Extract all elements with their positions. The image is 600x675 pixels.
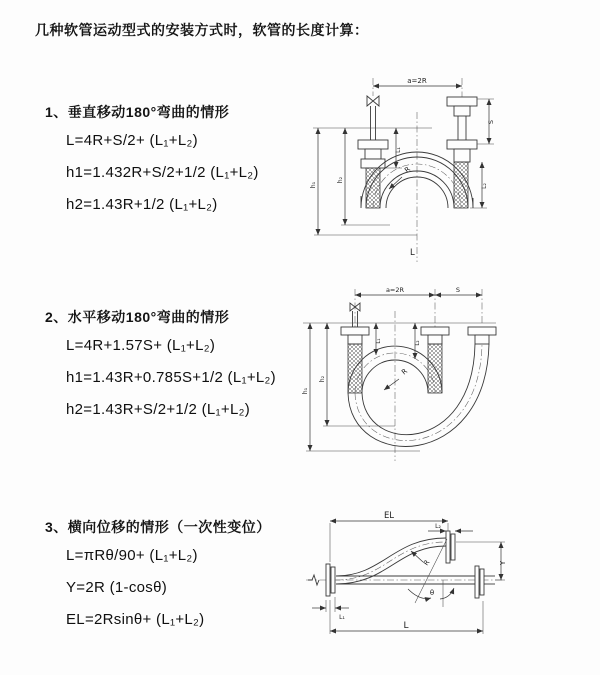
pipe-fitting-middle bbox=[421, 327, 449, 393]
formula-line: Y=2R (1-cosθ) bbox=[66, 579, 168, 596]
valve-icon bbox=[367, 96, 379, 106]
dim-label-r: R bbox=[403, 165, 413, 175]
angle-arc bbox=[440, 588, 454, 599]
dim-label-s: S bbox=[487, 119, 495, 125]
dim-label-l2: L₂ bbox=[481, 183, 488, 189]
diagram-vertical-180 bbox=[310, 70, 600, 265]
dim-label-l2: L₂ bbox=[415, 340, 421, 346]
diagram-horizontal-180 bbox=[300, 283, 600, 468]
pipe-fitting-left bbox=[341, 327, 369, 393]
dim-label-l: L bbox=[410, 248, 415, 258]
dim-label-l: L bbox=[403, 621, 409, 631]
formula-line: h1=1.432R+S/2+1/2 (L₁+L₂) bbox=[66, 164, 259, 181]
formula-line: L=πRθ/90+ (L₁+L₂) bbox=[66, 547, 198, 564]
dim-label-el: EL bbox=[383, 511, 395, 521]
pipe-break-symbol bbox=[308, 575, 319, 585]
dim-label-a2r: a=2R bbox=[385, 286, 405, 294]
dim-label-r: R bbox=[400, 367, 410, 377]
hose-u-bend-displaced bbox=[348, 344, 489, 446]
formula-line: h2=1.43R+1/2 (L₁+L₂) bbox=[66, 196, 218, 213]
dim-label-l2: L₂ bbox=[435, 523, 441, 530]
section-heading-3: 3、横向位移的情形（一次性变位） bbox=[45, 519, 271, 535]
dim-label-a2r: a=2R bbox=[407, 77, 427, 85]
pipe-fitting-right bbox=[447, 97, 477, 208]
dim-label-h1: h₁ bbox=[302, 387, 309, 395]
dim-label-l1: L₁ bbox=[339, 614, 345, 621]
section-heading-2: 2、水平移动180°弯曲的情形 bbox=[45, 309, 230, 325]
dim-label-l1: L₁ bbox=[395, 147, 402, 153]
formula-line: h1=1.43R+0.785S+1/2 (L₁+L₂) bbox=[66, 369, 276, 386]
page-title: 几种软管运动型式的安装方式时，软管的长度计算： bbox=[35, 22, 369, 38]
braided-hose-segment bbox=[454, 162, 468, 208]
dim-label-y: Y bbox=[499, 560, 507, 566]
dim-label-r: R bbox=[422, 558, 432, 568]
formula-line: h2=1.43R+S/2+1/2 (L₁+L₂) bbox=[66, 401, 251, 418]
formula-line: EL=2Rsinθ+ (L₁+L₂) bbox=[66, 611, 205, 628]
section-heading-1: 1、垂直移动180°弯曲的情形 bbox=[45, 104, 230, 120]
dim-label-l1: L₁ bbox=[376, 338, 382, 344]
diagram-lateral-displacement bbox=[298, 505, 598, 650]
formula-line: L=4R+S/2+ (L₁+L₂) bbox=[66, 132, 198, 149]
dim-label-s: S bbox=[455, 286, 461, 294]
flange-top bbox=[446, 531, 455, 563]
hose-s-curve bbox=[336, 538, 446, 584]
dim-label-h1: h₁ bbox=[310, 181, 317, 189]
flange-right bbox=[475, 566, 495, 598]
pipe-fitting-right bbox=[468, 327, 496, 344]
angle-label-theta: θ bbox=[429, 589, 435, 597]
formula-line: L=4R+1.57S+ (L₁+L₂) bbox=[66, 337, 216, 354]
dim-label-h2: h₂ bbox=[337, 176, 344, 184]
dim-label-h2: h₂ bbox=[319, 375, 326, 383]
